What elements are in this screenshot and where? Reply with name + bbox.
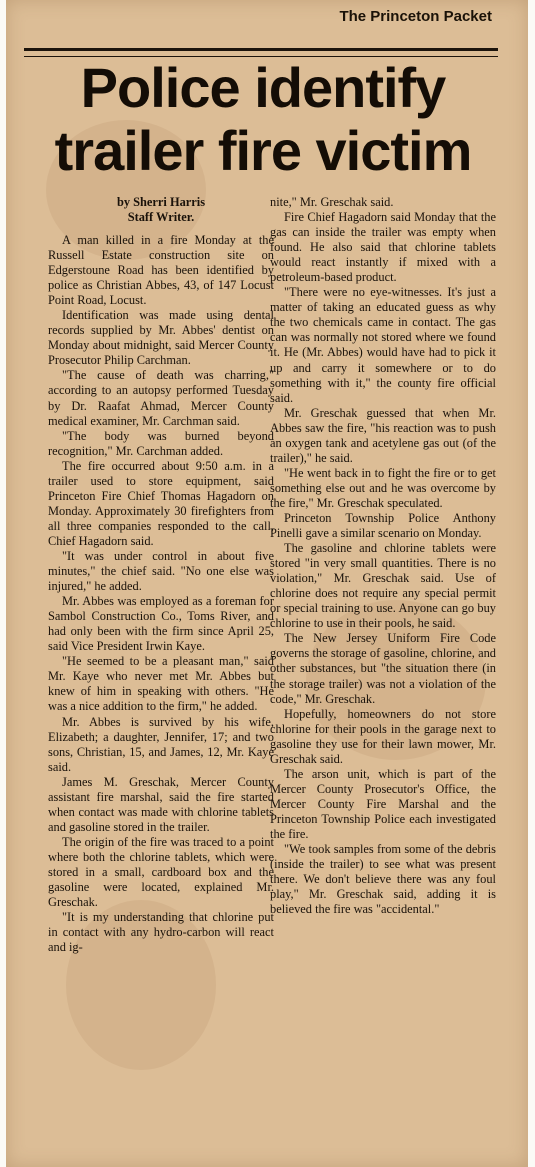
masthead: The Princeton Packet (339, 8, 492, 25)
masthead-rule (24, 48, 498, 51)
left-paragraphs (48, 233, 274, 955)
byline-role: Staff Writer. (127, 210, 195, 224)
newspaper-clipping (6, 0, 528, 1167)
article-paragraph: The gasoline and chlorine tablets were stored "in very small quantities. There is no violation," Mr. Greschak said. Use of chlorine does not require any special permit or special training to use. Anyone can go buy chlorine to use in their pools, he said. (270, 541, 496, 631)
article-paragraph: Mr. Greschak guessed that when Mr. Abbes saw the fire, "his reaction was to push an oxygen tank and acetylene gas out (of the trailer)," he said. (270, 405, 496, 465)
headline-line-1: Police identify (80, 56, 446, 119)
article-paragraph: Mr. Abbes was employed as a foreman for Sambol Construction Co., Toms River, and had only been with the firm since April 25, said Vice President Irwin Kaye. (48, 594, 274, 654)
article-column-right (270, 195, 496, 917)
article-paragraph: "He seemed to be a pleasant man," said Mr. Kaye who never met Mr. Abbes but knew of him in speaking with others. "He was a nice addition to the firm," he added. (48, 654, 274, 714)
article-paragraph: The origin of the fire was traced to a point where both the chlorine tablets, which were stored in a small, cardboard box and the gasoline were located, explained Mr. Greschak. (48, 834, 274, 910)
right-paragraphs (270, 195, 496, 917)
article-paragraph: Identification was made using dental records supplied by Mr. Abbes' dentist on Monday about midnight, said Mercer County Prosecutor Philip Carchman. (48, 308, 274, 368)
article-paragraph: A man killed in a fire Monday at the Russell Estate construction site on Edgerstoune Road has been identified by police as Christian Abbes, 43, of 147 Locust Point Road, Locust. (48, 233, 274, 308)
article-paragraph: Mr. Abbes is survived by his wife, Elizabeth; a daughter, Jennifer, 17; and two sons, Christian, 15, and James, 12, Mr. Kaye said. (48, 714, 274, 774)
article-paragraph: The New Jersey Uniform Fire Code governs the storage of gasoline, chlorine, and other substances, but "the situation there (in the storage trailer) was not a violation of the code," Mr. Greschak. (270, 631, 496, 706)
headline (6, 56, 520, 182)
article-paragraph: The arson unit, which is part of the Mercer County Prosecutor's Office, the Mercer County Fire Marshal and the Princeton Township Police each investigated the fire. (270, 766, 496, 841)
article-paragraph: The fire occurred about 9:50 a.m. in a trailer used to store equipment, said Princeton Fire Chief Thomas Hagadorn on Monday. Approximately 30 firefighters from all three companies responded to the call, Chief Hagadorn said. (48, 458, 274, 548)
byline (48, 195, 274, 225)
article-paragraph: "He went back in to fight the fire or to get something else out and he was overcome by the fire," Mr. Greschak speculated. (270, 465, 496, 510)
article-paragraph: James M. Greschak, Mercer County assistant fire marshal, said the fire started when contact was made with chlorine tablets and gasoline stored in the trailer. (48, 774, 274, 834)
article-column-left (48, 195, 274, 955)
article-paragraph: "It was under control in about five minutes," the chief said. "No one else was injured," he added. (48, 548, 274, 594)
article-paragraph: "It is my understanding that chlorine put in contact with any hydro-carbon will react and ig- (48, 910, 274, 955)
article-paragraph: "The cause of death was charring," according to an autopsy performed Tuesday by Dr. Raafat Ahmad, Mercer County medical examiner, Mr. Carchman said. (48, 368, 274, 428)
article-paragraph: Hopefully, homeowners do not store chlorine for their pools in the garage next to gasoline they use for their lawn mower, Mr. Greschak said. (270, 706, 496, 766)
article-paragraph: Fire Chief Hagadorn said Monday that the gas can inside the trailer was empty when found. He also said that chlorine tablets would react instantly if mixed with a petroleum-based product. (270, 210, 496, 285)
article-paragraph: Princeton Township Police Anthony Pinelli gave a similar scenario on Monday. (270, 510, 496, 541)
article-paragraph: "We took samples from some of the debris (inside the trailer) to see what was present there. We don't believe there was any foul play," Mr. Greschak said, adding it is believed the fire was "accidental." (270, 842, 496, 917)
article-paragraph: nite," Mr. Greschak said. (270, 195, 394, 209)
headline-line-2: trailer fire victim (54, 119, 472, 182)
byline-author: by Sherri Harris (116, 195, 206, 209)
article-paragraph: "The body was burned beyond recognition," Mr. Carchman added. (48, 428, 274, 458)
article-paragraph: "There were no eye-witnesses. It's just a matter of taking an educated guess as why the two chemicals came in contact. The gas can was normally not stored where we found it. He (Mr. Abbes) would have had to pick it up and carry it somewhere or to do something with it," the county fire official said. (270, 285, 496, 405)
